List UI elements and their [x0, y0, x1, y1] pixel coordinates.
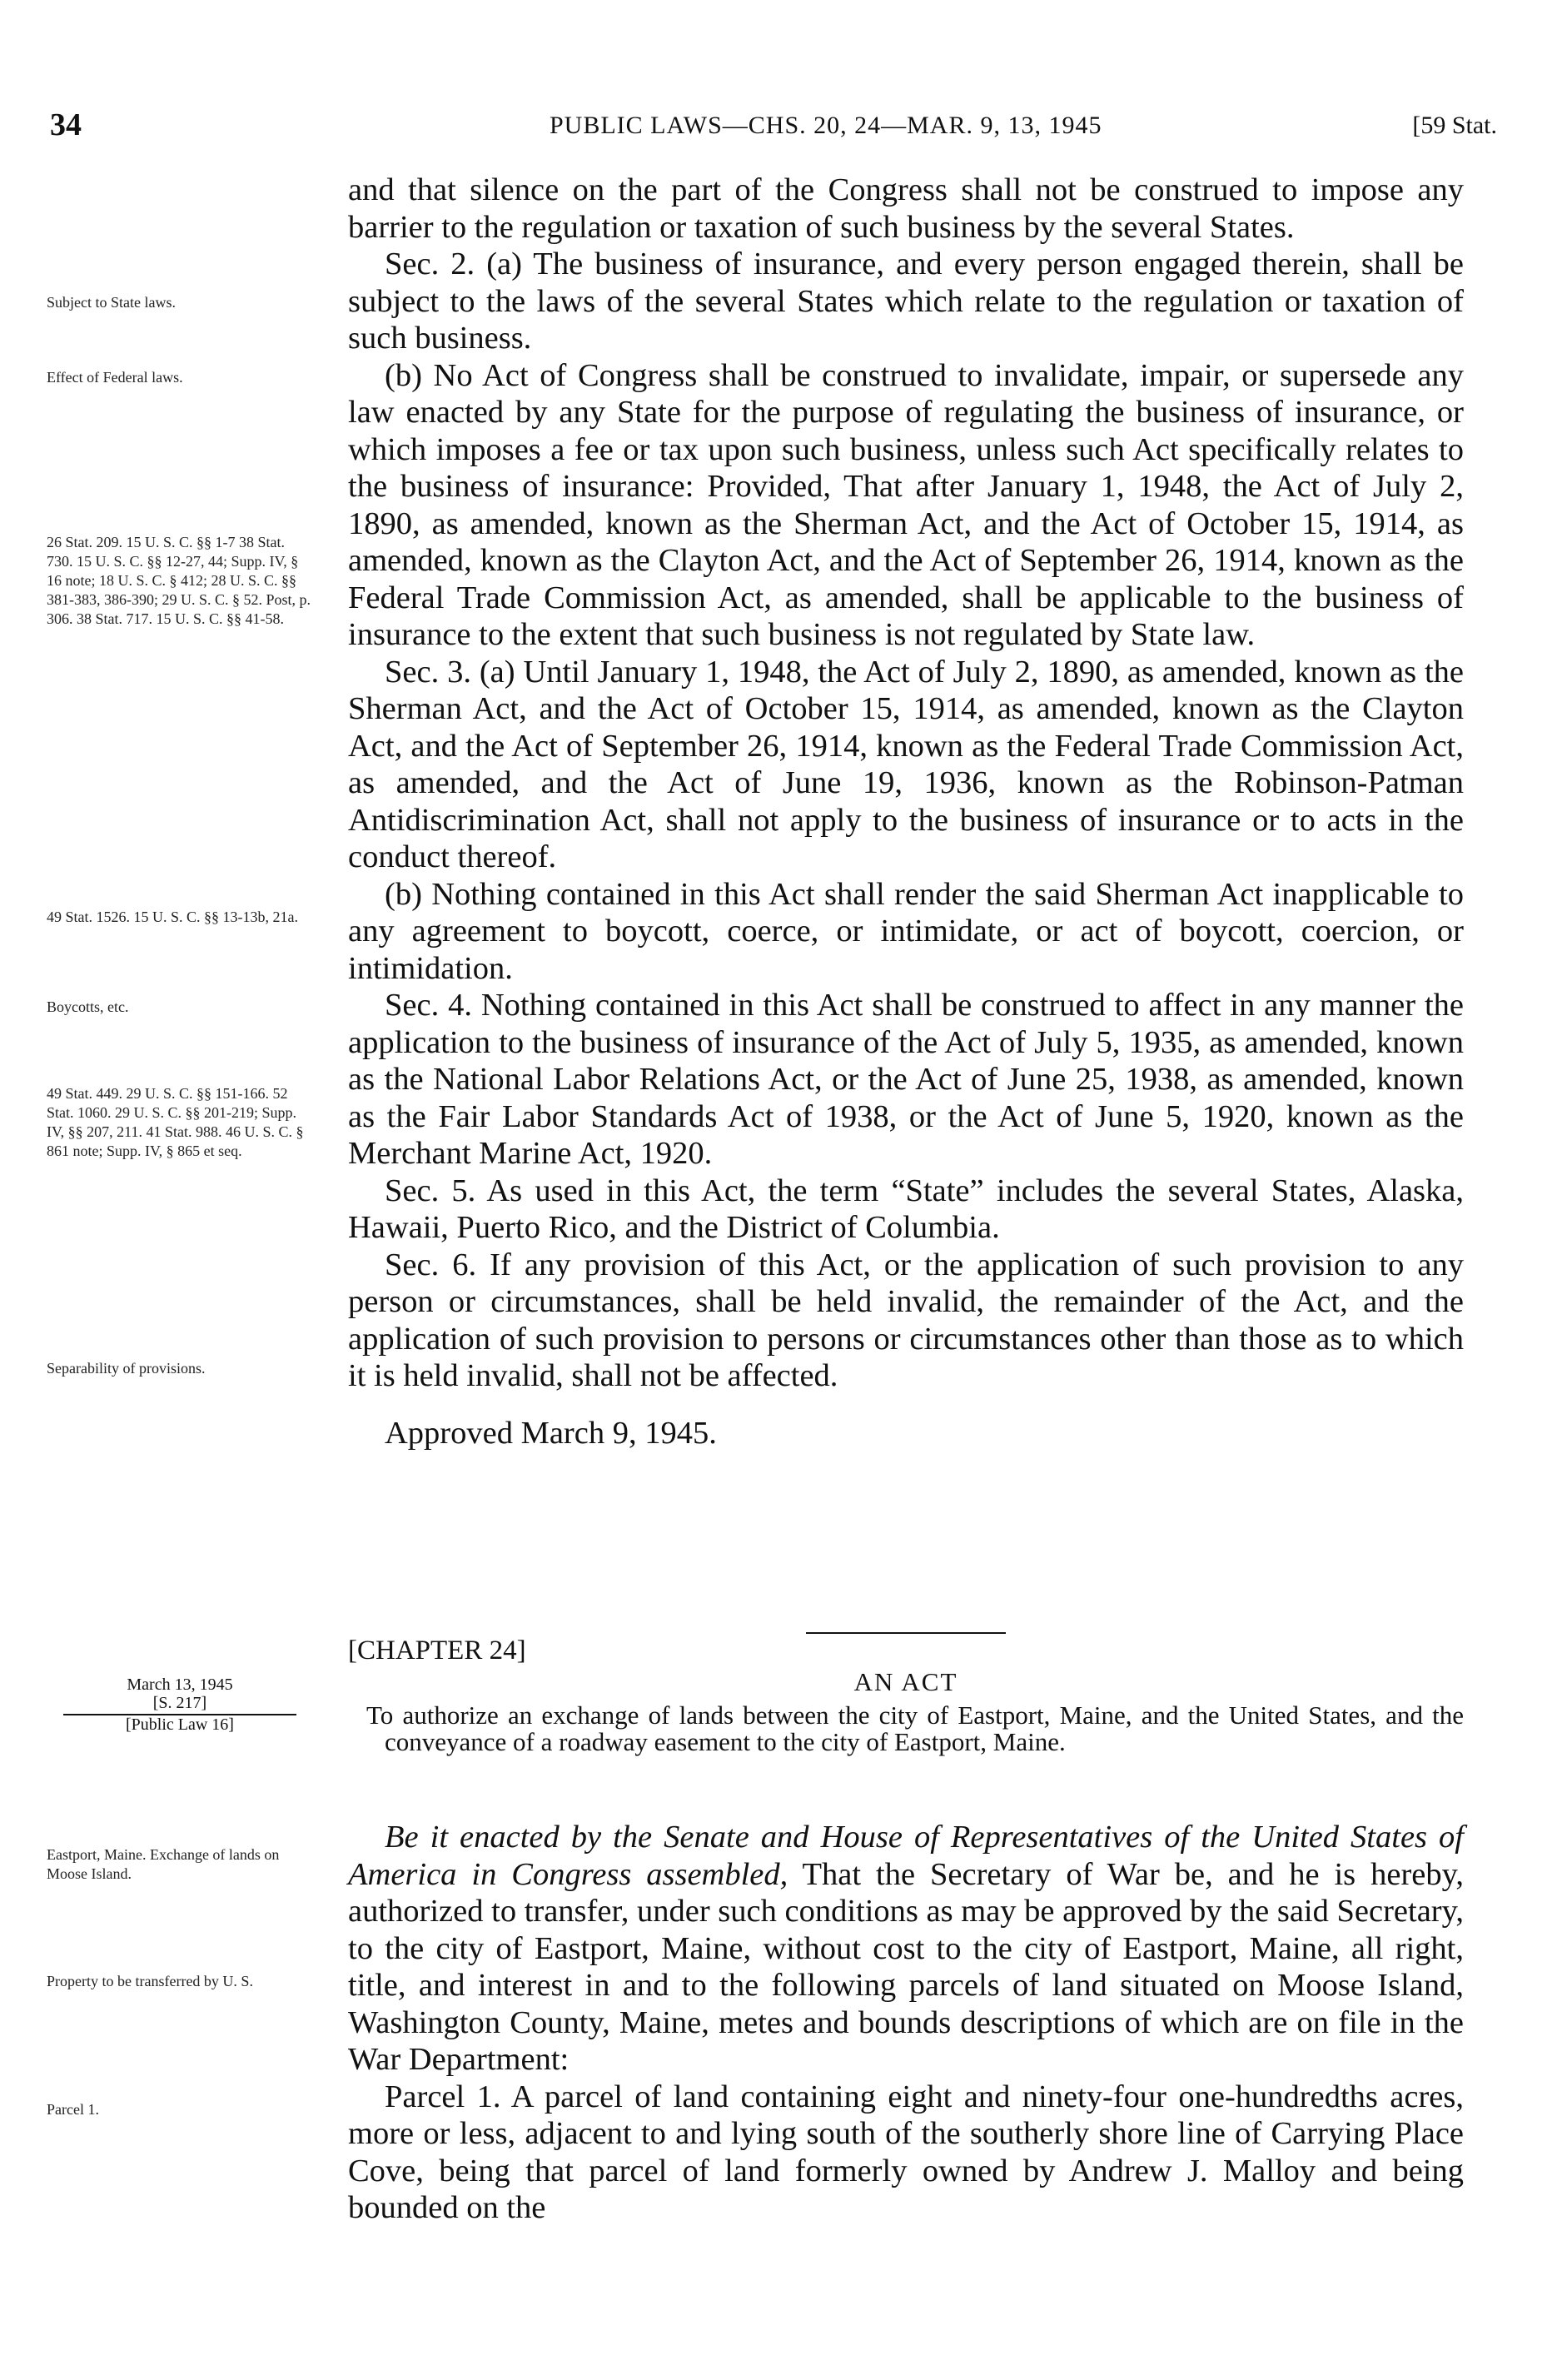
act-title-text: To authorize an exchange of lands between the city of Eastport, Maine, and the United States, and the conveyance of a roadway easement to the city of Eastport, Maine.: [366, 1700, 1464, 1756]
act-title: [366, 1702, 1464, 1755]
margin-note: Eastport, Maine. Exchange of lands on Moose Island.: [47, 1846, 280, 1882]
margin-note: Effect of Federal laws.: [47, 369, 183, 386]
page-header: [50, 107, 1497, 147]
paragraph: and that silence on the part of the Congress shall not be construed to impose any barrier to the regulation or taxation of such business by the several States.: [348, 172, 1464, 245]
margin-note: Separability of provisions.: [47, 1360, 206, 1377]
enacting-clause: Be it enacted by the Senate and House of Representatives of the United States of America in Congress assembled,: [348, 1820, 1464, 1892]
enactment-date: March 13, 1945: [127, 1675, 233, 1694]
chapter-body: [348, 1819, 1464, 2227]
paragraph: Sec. 4. Nothing contained in this Act shall be construed to affect in any manner the application to the business of insurance of the Act of July 5, 1935, as amended, known as the National Labor Relations Act, or the Act of June 25, 1938, as amended, known as the Fair Labor Standards Act of 1938, or the Act of June 5, 1920, known as the Merchant Marine Act, 1920.: [348, 988, 1464, 1171]
enactment-info: [47, 1675, 313, 1734]
enacting-text: That the Secretary of War be, and he is hereby, authorized to transfer, under such conditions as may be approved by the said Secretary, to the city of Eastport, Maine, without cost to the city of Eastport, Maine, all right, title, and interest in and to the following parcels of land situated on Moose Island, Washington County, Maine, metes and bounds descriptions of which are on file in the War Department:: [348, 1856, 1464, 2077]
margin-note: 49 Stat. 449. 29 U. S. C. §§ 151-166. 52 Stat. 1060. 29 U. S. C. §§ 201-219; Supp. IV, §§ 207, 211. 41 Stat. 988. 46 U. S. C. § 861 note; Supp. IV, § 865 et seq.: [47, 1085, 304, 1159]
section-divider: [806, 1632, 1006, 1634]
margin-note: 26 Stat. 209. 15 U. S. C. §§ 1-7 38 Stat. 730. 15 U. S. C. §§ 12-27, 44; Supp. IV, § 16 note; 18 U. S. C. § 412; 28 U. S. C. §§ 381-383, 386-390; 29 U. S. C. § 52. Post, p. 306. 38 Stat. 717. 15 U. S. C. §§ 41-58.: [47, 534, 311, 627]
margin-note: Property to be transferred by U. S.: [47, 1973, 253, 1989]
chapter-number: [CHAPTER 24]: [348, 1636, 526, 1666]
paragraph: Sec. 5. As used in this Act, the term “State” includes the several States, Alaska, Hawaii, Puerto Rico, and the District of Columbia.: [348, 1173, 1464, 1245]
margin-note: Subject to State laws.: [47, 294, 176, 311]
act-heading: AN ACT: [853, 1667, 958, 1696]
paragraph: (b) No Act of Congress shall be construed to invalidate, impair, or supersede any law enacted by any State for the purpose of regulating the business of insurance, or which imposes a fee or tax upon such business, unless such Act specifically relates to the business of insurance: Provided, That after January 1, 1948, the Act of July 2, 1890, as amended, known as the Sherman Act, and the Act of October 15, 1914, as amended, known as the Clayton Act, and the Act of September 26, 1914, known as the Federal Trade Commission Act, as amended, shall be applicable to the business of insurance to the extent that such business is not regulated by State law.: [348, 357, 1464, 652]
bill-number: [S. 217]: [152, 1694, 207, 1712]
page-number: 34: [50, 107, 82, 142]
approval-date: Approved March 9, 1945.: [385, 1415, 717, 1451]
paragraph: (b) Nothing contained in this Act shall render the said Sherman Act inapplicable to any agreement to boycott, coerce, or intimidate, or act of boycott, coercion, or intimidation.: [348, 876, 1464, 986]
margin-note: Boycotts, etc.: [47, 998, 129, 1015]
volume-reference: [59 Stat.: [1412, 112, 1497, 139]
paragraph: Sec. 2. (a) The business of insurance, and every person engaged therein, shall be subject to the laws of the several States which relate to the regulation or taxation of such business.: [348, 246, 1464, 356]
running-head: PUBLIC LAWS—CHS. 20, 24—MAR. 9, 13, 1945: [550, 112, 1102, 139]
paragraph: Sec. 3. (a) Until January 1, 1948, the Act of July 2, 1890, as amended, known as the Sherman Act, and the Act of October 15, 1914, as amended, known as the Clayton Act, and the Act of September 26, 1914, known as the Federal Trade Commission Act, as amended, and the Act of June 19, 1936, known as the Robinson-Patman Antidiscrimination Act, shall not apply to the business of insurance or to acts in the conduct thereof.: [348, 654, 1464, 874]
public-law-number: [Public Law 16]: [126, 1715, 234, 1734]
paragraph: Sec. 6. If any provision of this Act, or the application of such provision to any person or circumstances, shall be held invalid, the remainder of the Act, and the application of such provision to persons or circumstances other than those as to which it is held invalid, shall not be affected.: [348, 1247, 1464, 1393]
margin-note: Parcel 1.: [47, 2101, 99, 2118]
parcel-paragraph: Parcel 1. A parcel of land containing eight and ninety-four one-hundredths acres, more or less, adjacent to and lying south of the southerly shore line of Carrying Place Cove, being that parcel of land formerly owned by Andrew J. Malloy and being bounded on the: [348, 2079, 1464, 2225]
margin-note: 49 Stat. 1526. 15 U. S. C. §§ 13-13b, 21a.: [47, 909, 299, 925]
enacting-paragraph: [348, 1819, 1464, 2079]
statute-body: [348, 172, 1464, 1451]
